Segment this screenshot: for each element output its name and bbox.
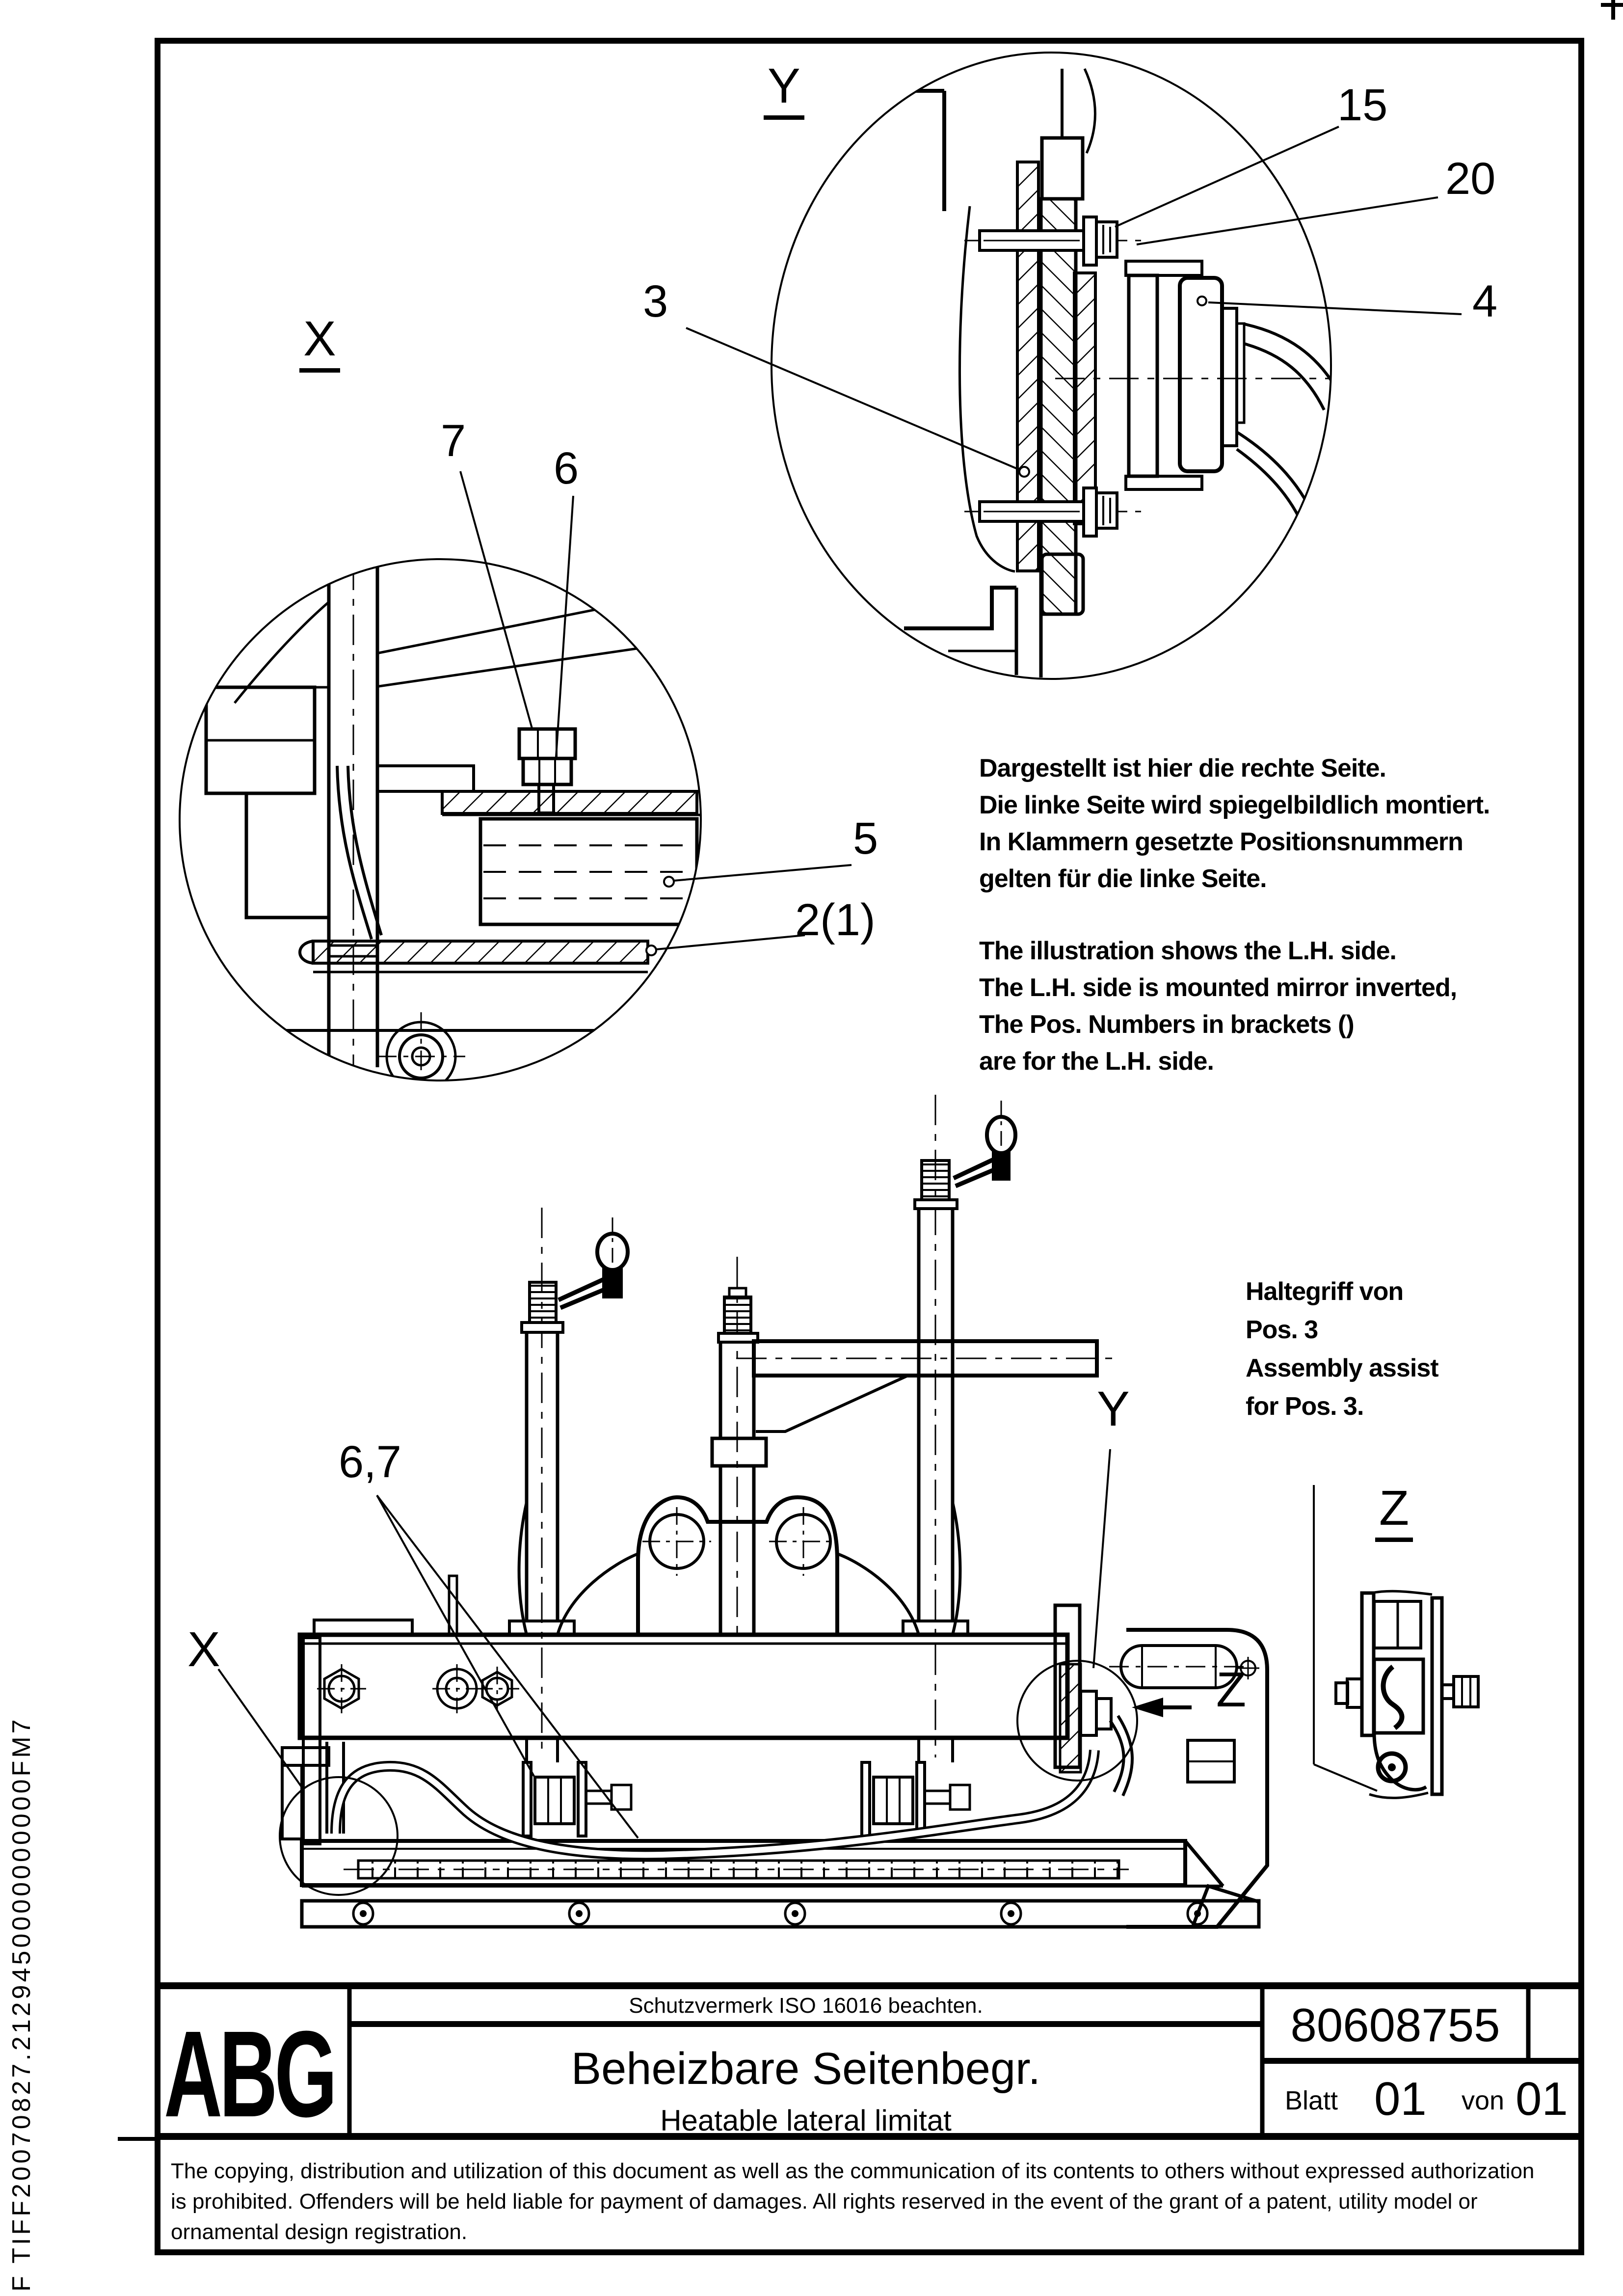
detail-x-view <box>180 559 704 1101</box>
callout-6: 6 <box>554 443 579 493</box>
detail-y-view <box>771 53 1342 679</box>
clamp-assembly <box>523 1762 631 1836</box>
note-english-line4: are for the L.H. side. <box>979 1047 1214 1076</box>
legal-line2: is prohibited. Offenders will be held liable for payment of damages. All rights reserved in the event of the grant of a patent, utility model or <box>171 2189 1478 2214</box>
note-german-line4: gelten für die linke Seite. <box>979 864 1267 893</box>
vertical-filename: F TIFF20070827.2129450000000000FM7 <box>7 1716 36 2292</box>
view-z-arrow <box>1132 1698 1192 1717</box>
detail-label-y: Y <box>764 61 804 120</box>
callout-15: 15 <box>1337 80 1388 130</box>
assist-line1: Haltegriff von <box>1246 1277 1404 1306</box>
foot-screws <box>353 1903 1207 1924</box>
callout-20: 20 <box>1445 154 1496 204</box>
detail-z-view <box>1336 1591 1478 1798</box>
callout-3: 3 <box>643 276 668 326</box>
rail-fastener-ring <box>432 1664 481 1713</box>
rail-fastener-hex-1 <box>317 1664 366 1713</box>
view-marker-z: Z <box>1216 1662 1247 1717</box>
sheet-number: 01 <box>1374 2073 1427 2125</box>
spindle-right <box>915 1095 1015 1762</box>
assist-line4: for Pos. 3. <box>1246 1392 1364 1421</box>
spindle-middle <box>712 1257 766 1640</box>
callout-5: 5 <box>853 813 878 864</box>
view-marker-y: Y <box>1097 1381 1130 1436</box>
spindle-left <box>522 1208 628 1762</box>
note-english <box>979 933 1457 1080</box>
callout-2-1: 2(1) <box>795 895 876 945</box>
note-german-line1: Dargestellt ist hier die rechte Seite. <box>979 754 1386 783</box>
drawing-title-de: Beheizbare Seitenbegr. <box>571 2044 1041 2094</box>
note-assembly-assist <box>1246 1272 1438 1426</box>
of-total: 01 <box>1516 2073 1568 2125</box>
protection-note: Schutzvermerk ISO 16016 beachten. <box>629 1994 983 2018</box>
callout-7: 7 <box>441 416 466 466</box>
company-logo: ABG <box>164 2005 334 2142</box>
legal-notice <box>171 2156 1534 2247</box>
detail-label-z: Z <box>1375 1484 1413 1542</box>
callout-4: 4 <box>1472 276 1498 326</box>
drawing-title-en: Heatable lateral limitat <box>660 2104 952 2137</box>
note-german-line3: In Klammern gesetzte Positionsnummern <box>979 828 1463 856</box>
callout-6-7: 6,7 <box>339 1437 401 1487</box>
document-number: 80608755 <box>1290 1999 1500 2052</box>
note-german <box>979 750 1490 897</box>
main-assembly-view <box>280 1095 1267 1927</box>
detail-label-x: X <box>299 314 340 373</box>
sheet-border <box>118 0 1623 2252</box>
assist-line3: Assembly assist <box>1246 1354 1438 1382</box>
of-label: von <box>1462 2086 1505 2115</box>
legal-line3: ornamental design registration. <box>171 2220 468 2244</box>
legal-line1: The copying, distribution and utilization of this document as well as the communication of its contents to others without expressed authorization <box>171 2159 1535 2183</box>
note-english-line1: The illustration shows the L.H. side. <box>979 937 1396 965</box>
view-marker-x: X <box>187 1622 220 1677</box>
note-german-line2: Die linke Seite wird spiegelbildlich montiert. <box>979 791 1490 819</box>
note-english-line3: The Pos. Numbers in brackets () <box>979 1010 1354 1039</box>
sheet-label: Blatt <box>1285 2086 1338 2115</box>
note-english-line2: The L.H. side is mounted mirror inverted, <box>979 973 1457 1002</box>
assist-line2: Pos. 3 <box>1246 1316 1318 1344</box>
